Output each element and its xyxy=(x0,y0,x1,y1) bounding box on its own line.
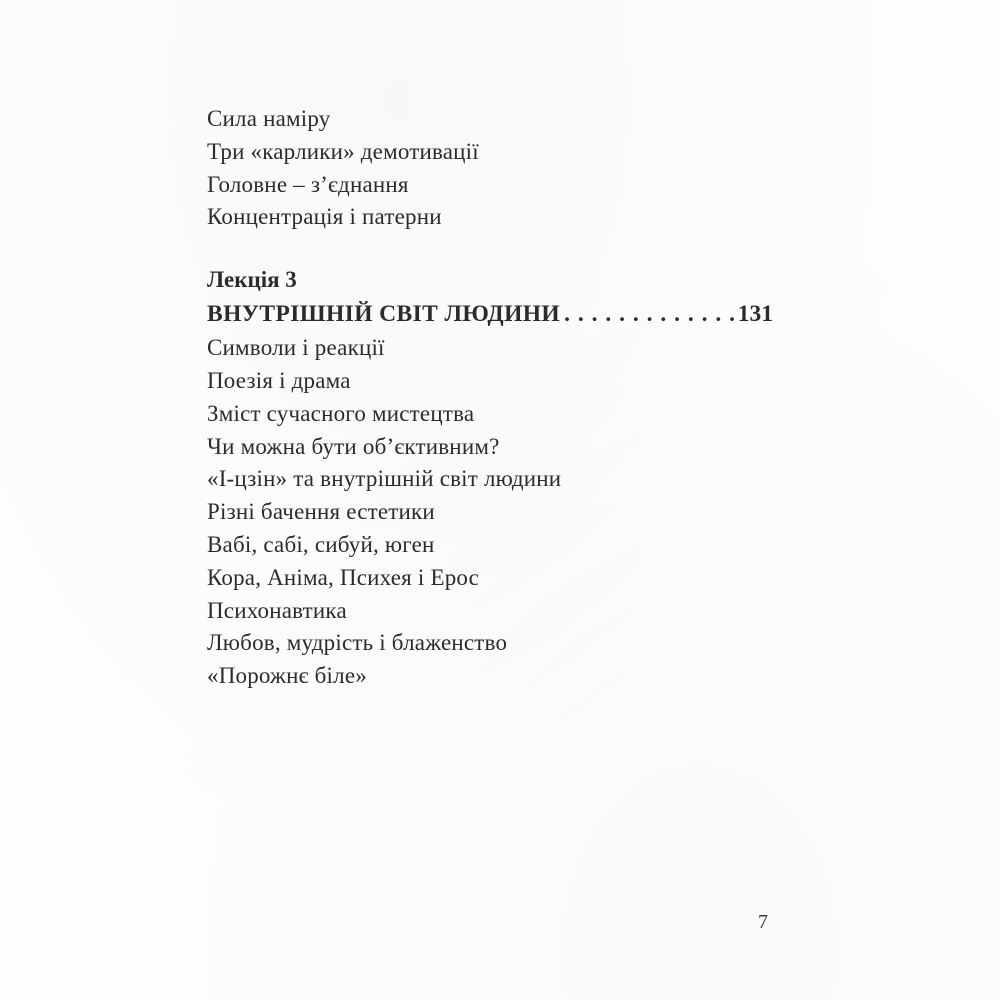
toc-entry: «Порожнє біле» xyxy=(207,663,367,689)
toc-entry: Зміст сучасного мистецтва xyxy=(207,400,475,426)
section-title: ВНУТРІШНІЙ СВІТ ЛЮДИНИ xyxy=(207,301,561,328)
toc-entry: Три «карлики» демотивації xyxy=(207,138,479,164)
toc-section-lecture-3 xyxy=(207,263,773,693)
section-title-row xyxy=(207,296,773,332)
toc-entry: Чи можна бути об’єктивним? xyxy=(207,433,500,459)
toc-entry: Любов, мудрість і блаженство xyxy=(207,630,508,656)
dot-leader xyxy=(564,296,736,332)
toc-intro-list xyxy=(207,103,773,234)
table-of-contents xyxy=(207,103,773,693)
page-number: 7 xyxy=(758,911,768,933)
toc-entry: Концентрація і патерни xyxy=(207,204,442,230)
toc-entry: Сила наміру xyxy=(207,106,331,131)
toc-entry: Кора, Аніма, Психея і Ерос xyxy=(207,564,480,590)
section-label: Лекція 3 xyxy=(207,267,297,293)
toc-entry: Символи і реакції xyxy=(207,335,385,361)
toc-entry: Вабі, сабі, сибуй, юген xyxy=(207,531,435,557)
toc-section-list xyxy=(207,332,773,693)
toc-entry: Психонавтика xyxy=(207,597,347,623)
toc-entry: Головне – з’єднання xyxy=(207,171,409,197)
toc-entry: «І-цзін» та внутрішній світ людини xyxy=(207,466,562,492)
toc-entry: Поезія і драма xyxy=(207,367,351,393)
toc-entry: Різні бачення естетики xyxy=(207,499,435,525)
section-page-number: 131 xyxy=(737,301,773,328)
